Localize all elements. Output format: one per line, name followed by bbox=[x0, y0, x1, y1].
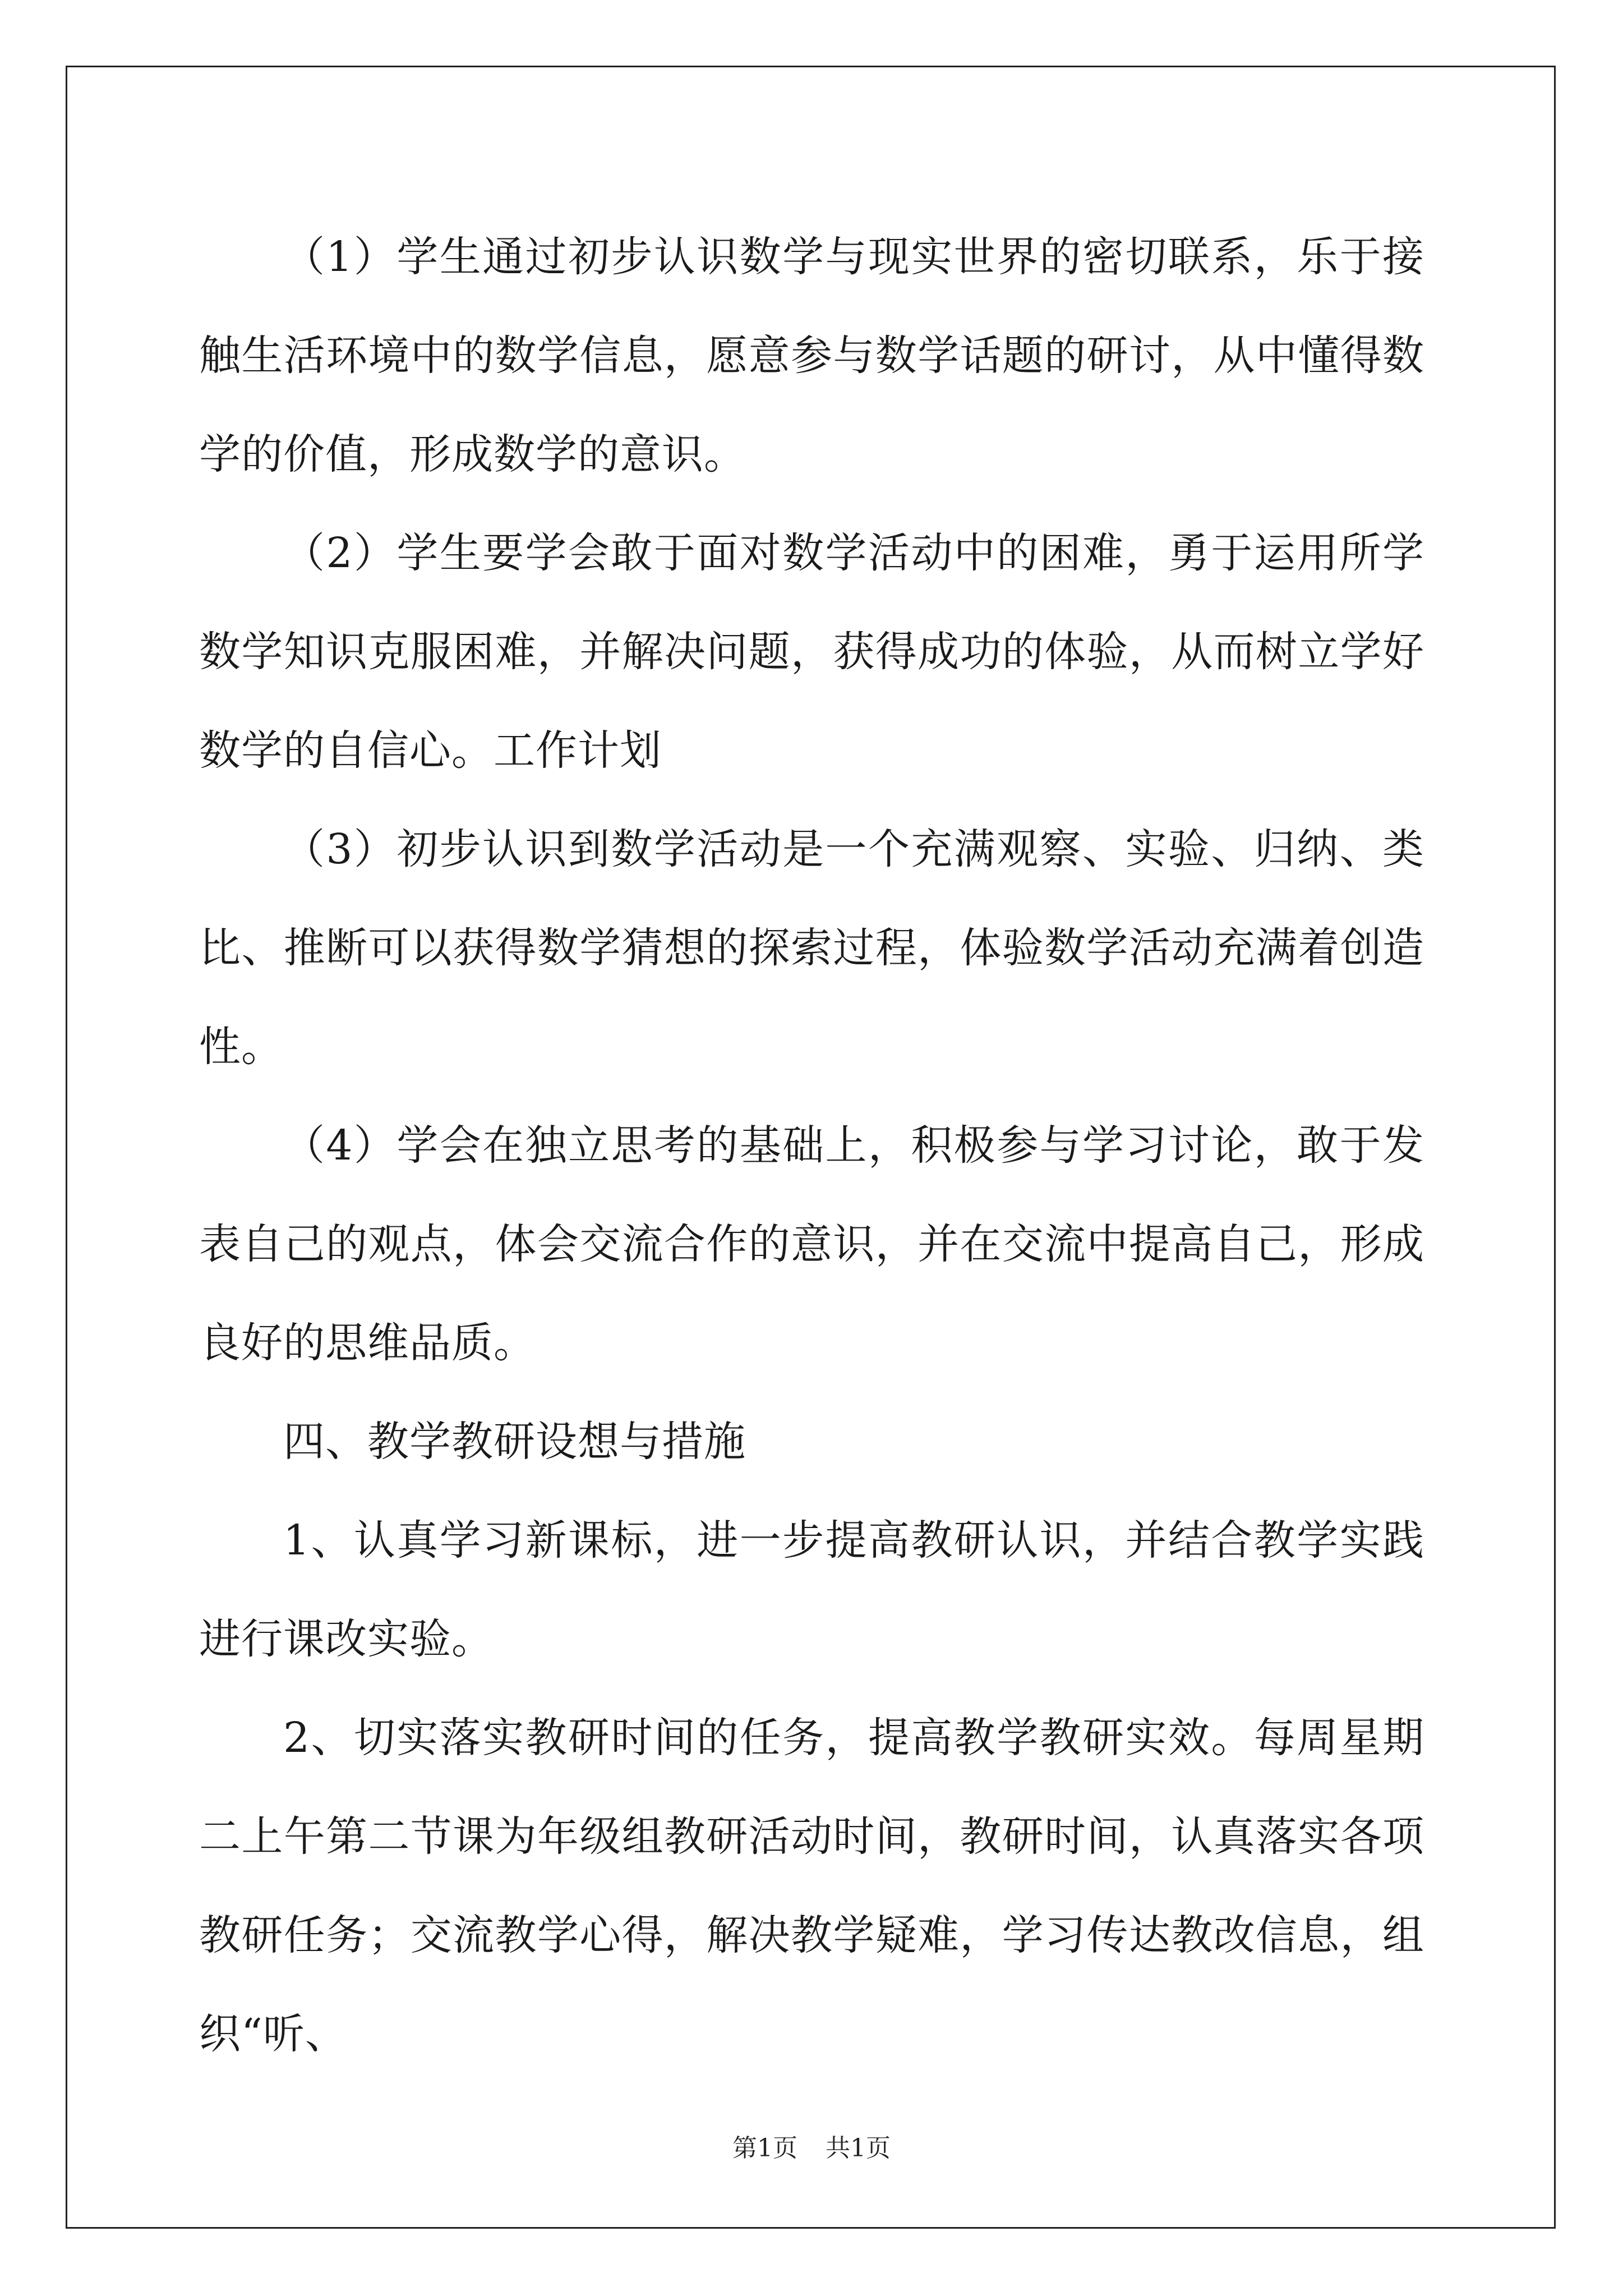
paragraph-measure-1: 1、认真学习新课标，进一步提高教研认识，并结合教学实践进行课改实验。 bbox=[199, 1516, 1424, 1663]
paragraph-goal-2: （2）学生要学会敢于面对数学活动中的困难，勇于运用所学数学知识克服困难，并解决问题，获得成功的体验，从而树立学好数学的自信心。工作计划 bbox=[199, 529, 1424, 775]
paragraph-goal-1: （1）学生通过初步认识数学与现实世界的密切联系，乐于接触生活环境中的数学信息，愿意参与数学话题的研讨，从中懂得数学的价值，形成数学的意识。 bbox=[199, 233, 1424, 478]
section-heading: 四、教学教研设想与措施 bbox=[283, 1418, 746, 1466]
paragraph-measure-2: 2、切实落实教研时间的任务，提高教学教研实效。每周星期二上午第二节课为年级组教研活动时间，教研时间，认真落实各项教研任务；交流教学心得，解决教学疑难，学习传达教改信息，组织“听、 bbox=[199, 1714, 1424, 2058]
paragraph-goal-4: （4）学会在独立思考的基础上，积极参与学习讨论，敢于发表自己的观点，体会交流合作的意识，并在交流中提高自己，形成良好的思维品质。 bbox=[199, 1121, 1424, 1367]
document-body bbox=[199, 208, 1424, 2083]
page-number-current: 第1页 bbox=[732, 2134, 797, 2162]
page-number-total: 共1页 bbox=[826, 2134, 891, 2162]
page-footer bbox=[0, 2132, 1623, 2165]
paragraph-goal-3: （3）初步认识到数学活动是一个充满观察、实验、归纳、类比、推断可以获得数学猜想的探索过程，体验数学活动充满着创造性。 bbox=[199, 825, 1424, 1071]
